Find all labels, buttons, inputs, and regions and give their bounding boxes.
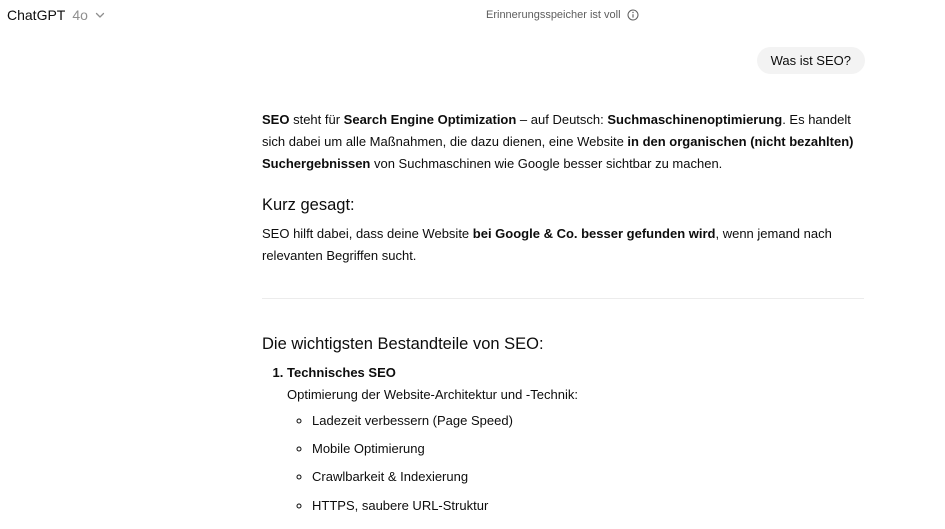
components-list bbox=[262, 362, 864, 517]
memory-notice-text: Erinnerungsspeicher ist voll bbox=[486, 9, 621, 21]
components-heading: Die wichtigsten Bestandteile von SEO: bbox=[262, 335, 544, 353]
sub-list-item: ◦ Mobile Optimierung bbox=[312, 438, 864, 460]
model-version: 4o bbox=[72, 7, 88, 23]
intro-text: – auf Deutsch: bbox=[516, 112, 608, 127]
intro-term-german: Suchmaschinenoptimierung bbox=[607, 112, 783, 127]
sub-list-item: ◦ Ladezeit verbessern (Page Speed) bbox=[312, 410, 864, 432]
short-text: , wenn jemand nach relevanten Begriffen sucht. bbox=[262, 226, 832, 263]
model-name: ChatGPT bbox=[7, 7, 66, 23]
intro-text: steht für bbox=[289, 112, 344, 127]
short-text: SEO hilft dabei, dass deine Website bbox=[262, 226, 473, 241]
sub-list-item: ◦ Crawlbarkeit & Indexierung bbox=[312, 466, 864, 488]
chevron-down-icon bbox=[95, 10, 105, 20]
list-item-description: Optimierung der Website-Architektur und -Technik: bbox=[287, 387, 578, 402]
intro-text: . Es handelt sich dabei um alle Maßnahmen, die dazu dienen, eine Website bbox=[262, 112, 851, 149]
short-emphasis: bei Google & Co. besser gefunden wird bbox=[472, 226, 716, 241]
intro-text: von Suchmaschinen wie Google besser sichtbar zu machen. bbox=[370, 156, 723, 171]
intro-term: SEO bbox=[262, 112, 290, 127]
intro-paragraph bbox=[262, 109, 864, 175]
model-switcher[interactable] bbox=[7, 7, 105, 23]
sub-list-item: ◦ HTTPS, saubere URL-Struktur bbox=[312, 495, 864, 517]
sub-list bbox=[287, 410, 864, 517]
user-message: Was ist SEO? bbox=[757, 47, 865, 74]
assistant-message bbox=[262, 109, 864, 523]
short-paragraph bbox=[262, 223, 864, 267]
section-divider bbox=[262, 298, 864, 299]
short-heading: Kurz gesagt: bbox=[262, 196, 355, 214]
list-item-title: 1. Technisches SEO bbox=[287, 365, 396, 380]
intro-term-full: Search Engine Optimization bbox=[343, 112, 517, 127]
info-icon bbox=[627, 9, 639, 21]
memory-full-notice[interactable] bbox=[486, 9, 639, 21]
intro-emphasis: in den organischen (nicht bezahlten) Suchergebnissen bbox=[262, 134, 854, 171]
list-item bbox=[287, 362, 864, 517]
